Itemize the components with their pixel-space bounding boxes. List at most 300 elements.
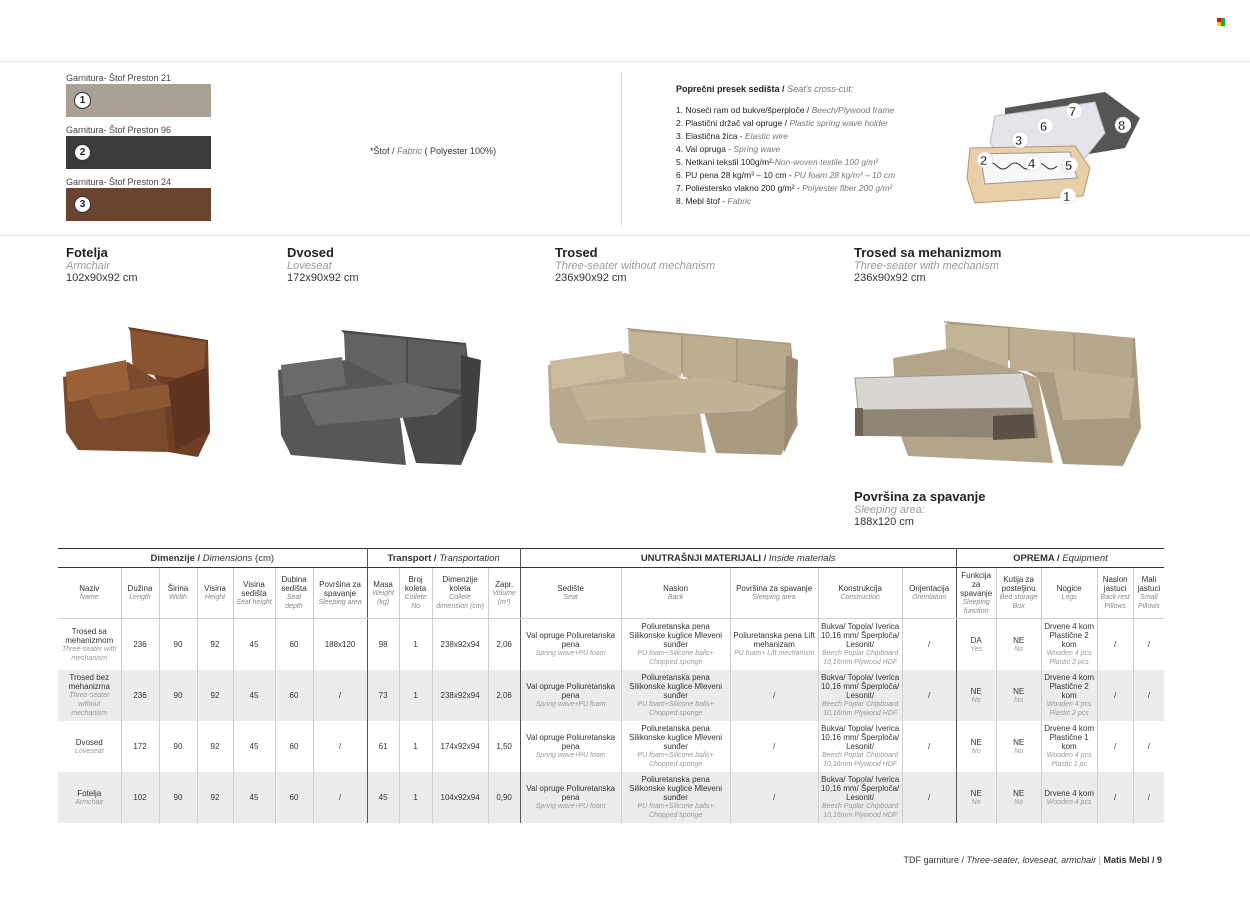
col-weight <box>367 568 399 619</box>
hdr-en: Construction <box>840 594 880 601</box>
cell-length <box>121 670 159 721</box>
cell-sleeping-area-value: 188x120 <box>324 640 356 649</box>
cell-legs-value: Drvene 4 kom <box>1044 788 1095 798</box>
group-en: Dimensions <box>202 552 253 564</box>
cell-storage-box-value: NE <box>1013 737 1025 747</box>
cell-storage-box-en: No <box>1014 798 1024 806</box>
table-header-row <box>58 568 1164 619</box>
col-orientation <box>902 568 956 619</box>
hdr-en: Seat depth <box>285 594 303 610</box>
cell-length <box>121 619 159 671</box>
cell-name <box>58 772 121 823</box>
diagram-num-5: 5 <box>1065 158 1073 173</box>
table-body <box>58 619 1164 824</box>
cell-collete-dim-value: 238x92x94 <box>440 691 480 700</box>
corner-logo <box>1217 18 1226 26</box>
group-en: Equipment <box>1062 552 1108 564</box>
cell-back <box>621 772 730 823</box>
cell-construction-en: Beech Poplar Chipboard 10,16mm Plywood HDF <box>821 752 899 768</box>
hdr-en: Weight (kg) <box>372 589 394 606</box>
three-seater-mechanism-image <box>853 318 1143 478</box>
hdr-en: Seat <box>563 594 578 601</box>
cell-collete-no-value: 1 <box>413 691 418 700</box>
cell-seat-depth-value: 60 <box>289 793 299 802</box>
sleeping-area-dimensions: 188x120 cm <box>854 516 914 528</box>
cross-section-item <box>676 130 946 143</box>
cell-back-value: Poliuretanska pena Silikonske kuglice Mleveni sunđer <box>629 724 723 751</box>
cell-orientation-value: / <box>928 691 931 700</box>
cell-back-pillows <box>1097 721 1133 772</box>
cell-legs <box>1041 670 1097 721</box>
cell-seat-depth-value: 60 <box>289 742 299 751</box>
item-sr: 8. Mebl štof - <box>676 196 728 206</box>
hdr-en: Length <box>129 594 151 601</box>
cell-length-value: 236 <box>133 640 147 649</box>
cell-legs-value: Drvene 4 kom Plastične 2 kom <box>1044 673 1095 700</box>
cell-seat-height-value: 45 <box>249 793 259 802</box>
cell-small-pillows-value: / <box>1147 793 1151 802</box>
hdr-sr: Masa <box>373 579 393 589</box>
hdr-sr: Visina <box>204 584 226 593</box>
swatch-number-3: 3 <box>74 196 91 213</box>
item-en: Fabric <box>727 196 752 206</box>
hdr-sr: Površina za spavanje <box>736 584 813 593</box>
sleeping-area-subtitle: Sleeping area: <box>854 504 925 516</box>
cross-section-item <box>676 104 946 117</box>
hdr-sr: Konstrukcija <box>838 584 882 593</box>
group-rest: (cm) <box>252 552 275 564</box>
hdr-sr: Sedište <box>557 584 584 593</box>
cell-collete-no-value: 1 <box>413 742 418 751</box>
product-title: Fotelja <box>66 245 108 260</box>
armchair-image <box>58 322 218 462</box>
cell-sleeping-material-en: PU foam+ Lift mechanism <box>733 650 815 657</box>
hdr-en: Collete dimension (cm) <box>436 594 484 610</box>
diagram-num-6: 6 <box>1040 119 1048 134</box>
cell-length-value: 102 <box>133 793 147 802</box>
product-subtitle: Three-seater with mechanism <box>854 260 999 272</box>
hdr-sr: Naziv <box>79 584 100 593</box>
group-en: Inside materials <box>768 552 836 564</box>
cross-section-item <box>676 156 946 169</box>
cell-weight <box>367 721 399 772</box>
cell-volume-value: 1,50 <box>496 742 512 751</box>
fabric-swatch-2 <box>66 136 211 169</box>
cross-section-title <box>676 84 853 94</box>
col-name <box>58 568 121 619</box>
swatch-number-2: 2 <box>74 144 91 161</box>
cell-storage-box-value: NE <box>1013 686 1025 696</box>
cell-back <box>621 670 730 721</box>
middle-divider <box>0 235 1250 236</box>
cell-small-pillows <box>1133 721 1164 772</box>
cell-height-value: 92 <box>210 793 220 802</box>
hdr-en: Height <box>204 594 226 601</box>
cell-back-value: Poliuretanska pena Silikonske kuglice Mleveni sunđer <box>629 622 723 649</box>
cell-storage-box <box>996 721 1041 772</box>
cell-sleeping-function-en: No <box>971 798 981 806</box>
cell-legs-value: Drvene 4 kom Plastične 1 kom <box>1044 724 1095 751</box>
group-equipment <box>956 549 1164 568</box>
cell-weight-value: 98 <box>378 640 388 649</box>
cell-collete-no <box>399 619 432 671</box>
cell-collete-dim <box>432 670 488 721</box>
cell-weight-value: 61 <box>378 742 388 751</box>
hdr-en: Back <box>667 594 684 601</box>
cross-section-title-sr: Poprečni presek sedišta / <box>676 84 788 94</box>
cell-back-pillows-value: / <box>1114 793 1117 802</box>
table-group-row <box>58 549 1164 568</box>
item-sr: 3. Elastična žica - <box>676 131 745 141</box>
cross-section-title-en: Seat's cross-cut: <box>787 84 854 94</box>
cell-seat-depth <box>275 670 313 721</box>
product-dimensions: 172x90x92 cm <box>287 272 359 284</box>
fabric-swatch-3 <box>66 188 211 221</box>
cell-width-value: 90 <box>173 793 183 802</box>
cell-storage-box-en: No <box>1014 747 1024 755</box>
footer-text: TDF garniture / <box>903 855 964 865</box>
cell-seat-value: Val opruge Poliuretanska pena <box>526 733 616 751</box>
hdr-sr: Funkcija za spavanje <box>960 570 993 598</box>
group-dimensions <box>58 549 367 568</box>
specification-table <box>58 548 1164 823</box>
hdr-sr: Širina <box>167 584 189 593</box>
cell-storage-box-en: No <box>1014 645 1024 653</box>
cell-volume <box>488 772 520 823</box>
hdr-en: Volume (m³) <box>492 589 516 606</box>
swatch-label-2: Garnitura- Štof Preston 96 <box>66 125 172 135</box>
cell-back-pillows <box>1097 619 1133 671</box>
cross-section-item <box>676 169 946 182</box>
item-en: PU foam 28 kg/m³ – 10 cm <box>794 170 896 180</box>
cell-sleeping-area <box>313 670 367 721</box>
cross-section-list <box>676 104 946 208</box>
diagram-num-8: 8 <box>1118 118 1126 133</box>
cell-name <box>58 721 121 772</box>
cell-back-pillows-value: / <box>1114 742 1117 751</box>
cell-length <box>121 772 159 823</box>
sleeping-area-info <box>854 489 986 528</box>
col-back <box>621 568 730 619</box>
cell-name-value: Fotelja <box>77 788 102 798</box>
cell-sleeping-area-value: / <box>338 793 342 802</box>
cell-small-pillows <box>1133 670 1164 721</box>
cell-legs-value: Drvene 4 kom Plastične 2 kom <box>1044 622 1095 649</box>
cell-collete-no <box>399 772 432 823</box>
cell-sleeping-material-value: / <box>773 793 776 802</box>
loveseat-image <box>276 325 486 470</box>
cell-name-en: Three-seater with mechanism <box>62 645 117 662</box>
product-subtitle: Loveseat <box>287 260 332 272</box>
hdr-en: Legs <box>1061 594 1077 601</box>
cell-sleeping-function-en: No <box>971 696 981 704</box>
cell-sleeping-material <box>730 619 818 671</box>
hdr-sr: Zapr. <box>494 579 514 589</box>
col-length <box>121 568 159 619</box>
cell-storage-box-en: No <box>1014 696 1024 704</box>
cell-construction <box>818 619 902 671</box>
cell-sleeping-area <box>313 619 367 671</box>
cell-width-value: 90 <box>173 691 183 700</box>
cell-name <box>58 619 121 671</box>
cell-width <box>159 772 197 823</box>
item-sr: 6. PU pena 28 kg/m³ – 10 cm - <box>676 170 795 180</box>
hdr-sr: Kutija za posteljinu <box>1001 575 1036 593</box>
cell-collete-no <box>399 670 432 721</box>
cell-seat-depth <box>275 619 313 671</box>
col-collete-no <box>399 568 432 619</box>
hdr-sr: Dimenzije koleta <box>442 575 478 593</box>
cell-back-en: PU foam+Silicone balls+ Chopped sponge <box>637 752 714 768</box>
cell-seat-height <box>233 772 275 823</box>
cell-width-value: 90 <box>173 640 183 649</box>
product-title: Trosed sa mehanizmom <box>854 245 1002 260</box>
cell-height-value: 92 <box>210 742 220 751</box>
col-seat-depth <box>275 568 313 619</box>
item-sr: 4. Val opruga - <box>676 144 734 154</box>
hdr-en: Back rest Pillows <box>1100 594 1130 610</box>
cell-back-pillows <box>1097 772 1133 823</box>
cell-sleeping-function <box>956 670 996 721</box>
cell-name-en: Armchair <box>75 798 104 806</box>
cell-sleeping-material-value: Poliuretanska pena Lift mehanizam <box>733 631 815 649</box>
hdr-en: Sleeping area <box>318 598 362 606</box>
cell-height <box>197 619 233 671</box>
cell-height-value: 92 <box>210 640 220 649</box>
cell-storage-box-value: NE <box>1013 788 1025 798</box>
top-divider <box>0 61 1250 62</box>
cell-seat-en: Spring wave+PU foam <box>535 650 606 657</box>
cell-orientation-value: / <box>928 742 931 751</box>
cell-weight-value: 73 <box>378 691 388 700</box>
cell-name-value: Dvosed <box>75 737 103 747</box>
item-en: Non-woven textile 100 g/m² <box>774 157 879 167</box>
col-back-pillows <box>1097 568 1133 619</box>
cell-width-value: 90 <box>173 742 183 751</box>
cell-name-en: Three-seater without mechanism <box>69 692 110 717</box>
cell-collete-no <box>399 721 432 772</box>
cell-seat-height <box>233 619 275 671</box>
cell-small-pillows <box>1133 619 1164 671</box>
table-row <box>58 619 1164 671</box>
cell-sleeping-material <box>730 772 818 823</box>
diagram-num-3: 3 <box>1015 133 1023 148</box>
hdr-sr: Orijentacija <box>909 584 950 593</box>
cross-section-item <box>676 117 946 130</box>
table-row <box>58 721 1164 772</box>
cell-sleeping-function-en: No <box>971 747 981 755</box>
cell-seat-en: Spring wave+PU foam <box>535 701 606 708</box>
item-sr: 5. Netkani tekstil 100g/m²- <box>676 157 775 167</box>
diagram-num-4: 4 <box>1028 156 1036 171</box>
cell-construction-value: Bukva/ Topola/ Iverica 10,16 mm/ Šperploča/ Lesonit/ <box>820 622 900 649</box>
three-seater-image <box>546 325 801 460</box>
cell-back-value: Poliuretanska pena Silikonske kuglice Mleveni sunđer <box>629 673 723 700</box>
cell-height <box>197 772 233 823</box>
cell-volume <box>488 721 520 772</box>
cell-seat-en: Spring wave+PU foam <box>535 752 606 759</box>
cell-sleeping-material <box>730 670 818 721</box>
cell-back-en: PU foam+Silicone balls+ Chopped sponge <box>637 803 714 819</box>
product-dimensions: 236x90x92 cm <box>854 272 926 284</box>
fabric-note <box>370 146 496 156</box>
cell-construction <box>818 772 902 823</box>
cell-orientation-value: / <box>928 793 931 802</box>
cell-construction-en: Beech Poplar Chipboard 10,16mm Plywood HDF <box>821 650 899 666</box>
swatch-label-1: Garnitura- Štof Preston 21 <box>66 73 172 83</box>
cross-section-item <box>676 143 946 156</box>
product-title: Trosed <box>555 245 598 260</box>
hdr-sr: Naslon jastuci <box>1102 575 1128 593</box>
cell-height-value: 92 <box>210 691 220 700</box>
cell-collete-dim <box>432 721 488 772</box>
cell-sleeping-function-value: NE <box>970 788 982 798</box>
hdr-en: Seat height <box>236 598 272 606</box>
product-loveseat-info <box>287 245 359 284</box>
hdr-sr: Površina za spavanje <box>319 579 361 598</box>
item-en: Polyester fiber 200 g/m² <box>802 183 893 193</box>
cross-section-item <box>676 195 946 208</box>
diagram-num-7: 7 <box>1069 104 1077 119</box>
table-row <box>58 670 1164 721</box>
cell-sleeping-material-value: / <box>773 742 776 751</box>
cell-back-pillows-value: / <box>1114 640 1117 649</box>
cell-length <box>121 721 159 772</box>
hdr-en: Orientation <box>912 594 947 601</box>
cell-construction-value: Bukva/ Topola/ Iverica 10,16 mm/ Šperploča/ Lesonit/ <box>820 673 900 700</box>
cell-sleeping-area <box>313 721 367 772</box>
diagram-num-2: 2 <box>980 153 988 168</box>
cell-legs-en: Wooden 4 pcs <box>1046 798 1092 806</box>
cell-sleeping-function <box>956 619 996 671</box>
col-collete-dim <box>432 568 488 619</box>
cell-name <box>58 670 121 721</box>
group-transport <box>367 549 520 568</box>
cell-back <box>621 721 730 772</box>
cell-sleeping-area-value: / <box>338 742 342 751</box>
col-storage-box <box>996 568 1041 619</box>
cell-sleeping-function-value: DA <box>970 635 982 645</box>
item-sr: 2. Plastični držač val opruge / <box>676 118 790 128</box>
col-seat <box>520 568 621 619</box>
group-sr: OPREMA / <box>1013 552 1063 564</box>
cell-name-value: Trosed bez mehanizma <box>68 673 110 691</box>
item-sr: 7. Poliestersko vlakno 200 g/m² - <box>676 183 803 193</box>
cell-storage-box <box>996 670 1041 721</box>
hdr-en: Width <box>169 594 187 601</box>
sleeping-area-title: Površina za spavanje <box>854 489 986 504</box>
product-subtitle: Three-seater without mechanism <box>555 260 716 272</box>
cell-seat <box>520 619 621 671</box>
col-sleeping-function <box>956 568 996 619</box>
fabric-note-main: *Štof / <box>370 146 398 156</box>
cell-collete-dim-value: 104x92x94 <box>440 793 480 802</box>
hdr-sr: Broj koleta <box>404 575 427 593</box>
cell-seat-en: Spring wave+PU foam <box>535 803 606 810</box>
cell-collete-dim-value: 238x92x94 <box>440 640 480 649</box>
swatch-label-3: Garnitura- Štof Preston 24 <box>66 177 172 187</box>
col-seat-height <box>233 568 275 619</box>
cell-construction-en: Beech Poplar Chipboard 10,16mm Plywood HDF <box>821 701 899 717</box>
cell-volume <box>488 619 520 671</box>
product-threeseater-info <box>555 245 715 284</box>
cell-legs-en: Wooden 4 pcs Plastic 2 pcs <box>1046 650 1092 666</box>
cell-sleeping-area-value: / <box>338 691 342 700</box>
item-en: Beech/Plywood frame <box>811 105 895 115</box>
col-construction <box>818 568 902 619</box>
cell-orientation <box>902 721 956 772</box>
hdr-sr: Dužina <box>127 584 153 593</box>
footer-page: / 9 <box>1151 855 1162 865</box>
cell-small-pillows <box>1133 772 1164 823</box>
item-sr: 1. Noseći ram od bukve/šperploče / <box>676 105 812 115</box>
cell-back-en: PU foam+Silicone balls+ Chopped sponge <box>637 701 714 717</box>
col-small-pillows <box>1133 568 1164 619</box>
fabric-note-italic: Fabric <box>397 146 423 156</box>
cell-sleeping-material <box>730 721 818 772</box>
group-sr: Transport / <box>387 552 440 564</box>
cell-sleeping-material-value: / <box>773 691 776 700</box>
diagram-num-1: 1 <box>1063 189 1071 204</box>
cell-storage-box <box>996 619 1041 671</box>
cell-legs <box>1041 721 1097 772</box>
cell-seat <box>520 721 621 772</box>
group-sr: UNUTRAŠNJI MATERIJALI / <box>640 552 769 564</box>
cell-seat-height-value: 45 <box>249 742 259 751</box>
hdr-sr: Mali jastuci <box>1137 575 1161 593</box>
cell-legs <box>1041 619 1097 671</box>
cell-height <box>197 670 233 721</box>
cell-small-pillows-value: / <box>1147 691 1151 700</box>
cell-seat-value: Val opruge Poliuretanska pena <box>526 784 616 802</box>
cell-storage-box <box>996 772 1041 823</box>
cell-seat-value: Val opruge Poliuretanska pena <box>526 631 616 649</box>
product-dimensions: 236x90x92 cm <box>555 272 627 284</box>
item-en: Plastic spring wave holder <box>789 118 889 128</box>
cell-collete-no-value: 1 <box>413 640 418 649</box>
cell-seat-depth <box>275 721 313 772</box>
cell-construction-value: Bukva/ Topola/ Iverica 10,16 mm/ Šperploča/ Lesonit/ <box>820 724 900 751</box>
cell-back-pillows-value: / <box>1114 691 1117 700</box>
footer-brand: Matis Mebl <box>1103 855 1150 865</box>
cell-collete-dim <box>432 619 488 671</box>
cell-weight <box>367 772 399 823</box>
cell-volume-value: 2,06 <box>496 691 512 700</box>
cell-sleeping-function-value: NE <box>970 737 982 747</box>
cell-construction-en: Beech Poplar Chipboard 10,16mm Plywood HDF <box>821 803 899 819</box>
hdr-en: Sleeping function <box>962 598 990 615</box>
cell-seat-height-value: 45 <box>249 640 259 649</box>
cell-orientation <box>902 670 956 721</box>
cell-orientation <box>902 772 956 823</box>
cell-construction <box>818 670 902 721</box>
cell-sleeping-function-value: NE <box>970 686 982 696</box>
hdr-en: Small Pillows <box>1138 594 1160 610</box>
hdr-sr: Dubina sedišta <box>281 575 307 593</box>
cell-small-pillows-value: / <box>1147 742 1151 751</box>
cell-sleeping-function <box>956 721 996 772</box>
cell-seat-height <box>233 670 275 721</box>
col-height <box>197 568 233 619</box>
cell-seat-depth <box>275 772 313 823</box>
cell-width <box>159 670 197 721</box>
cell-weight <box>367 670 399 721</box>
cell-back <box>621 619 730 671</box>
cell-width <box>159 619 197 671</box>
cell-volume-value: 2,06 <box>496 640 512 649</box>
cell-seat-depth-value: 60 <box>289 691 299 700</box>
cell-collete-no-value: 1 <box>413 793 418 802</box>
